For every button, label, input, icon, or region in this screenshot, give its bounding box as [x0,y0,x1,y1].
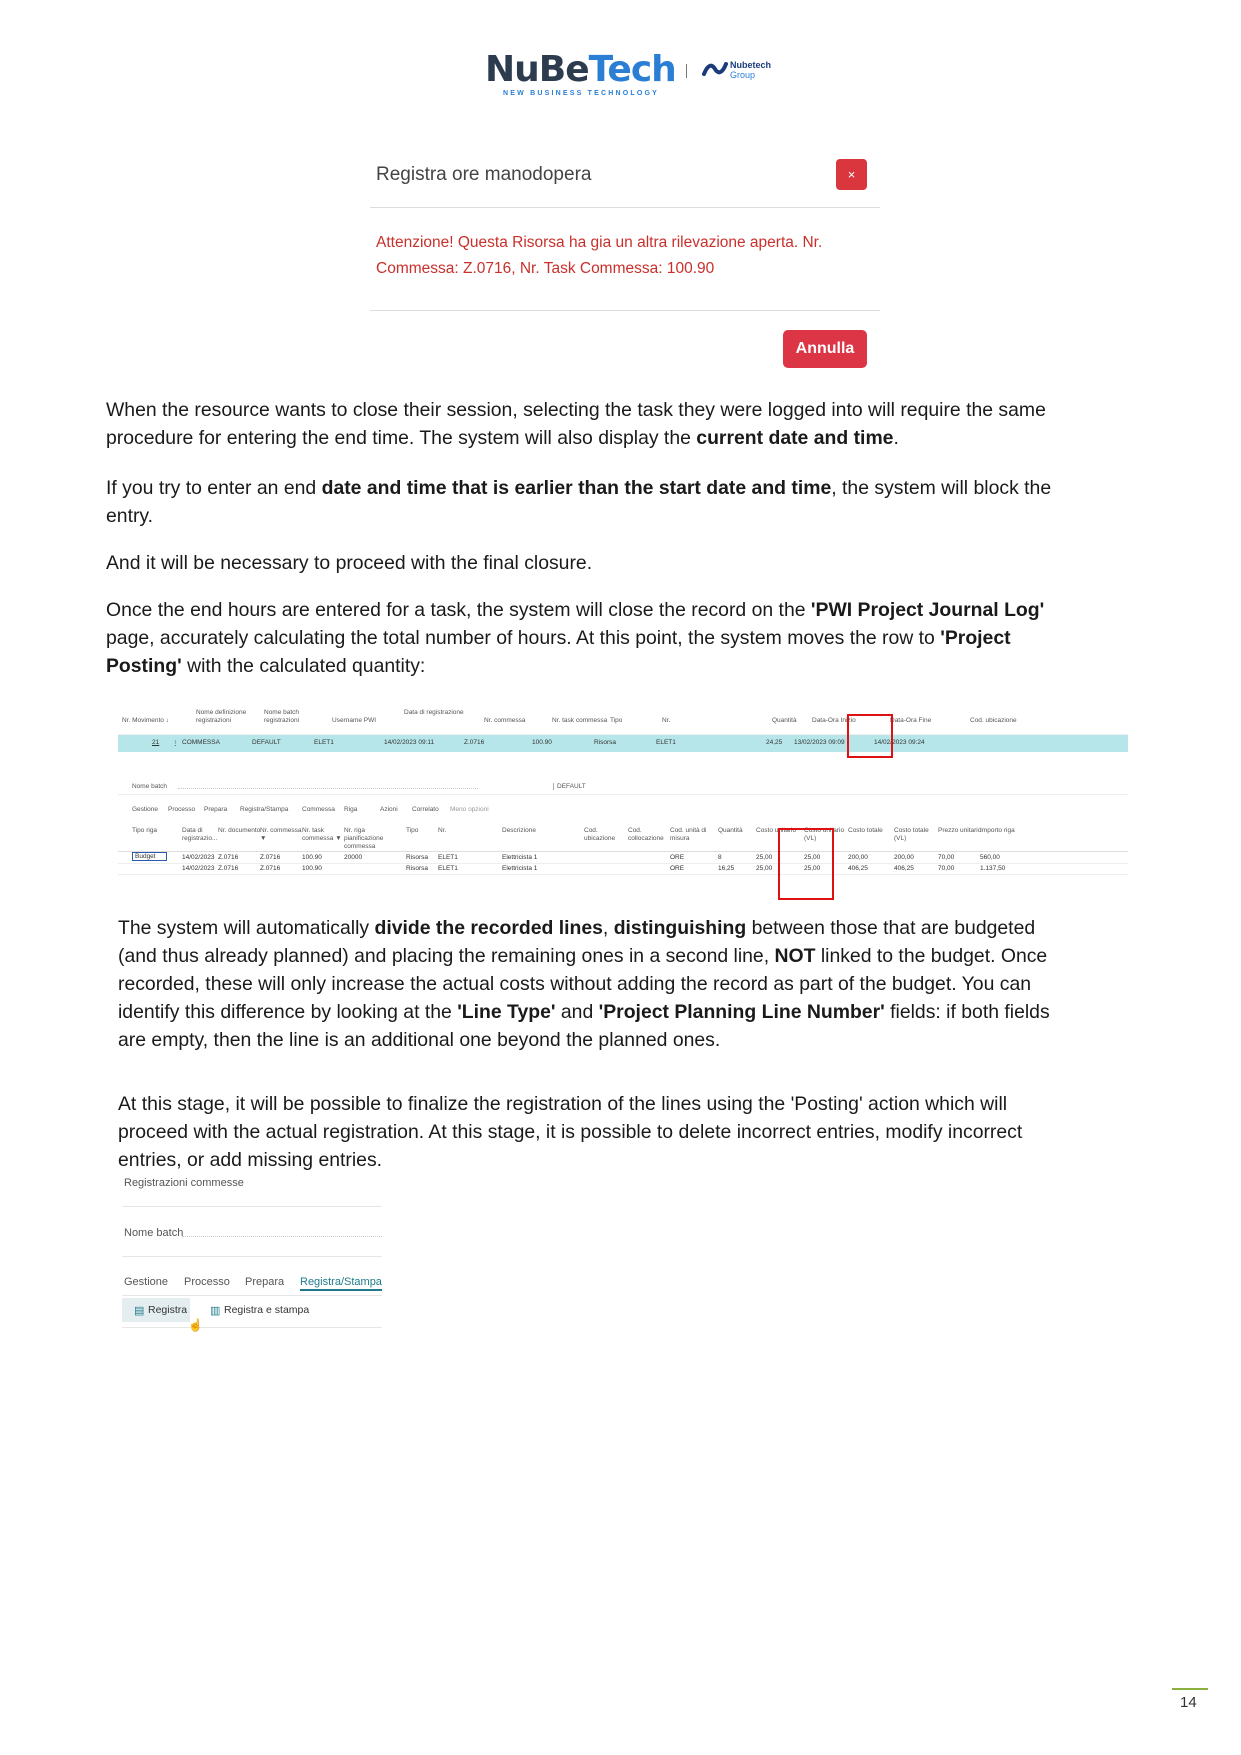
nubetech-group-logo [702,60,792,80]
page-number: 14 [1180,1694,1197,1711]
divider [370,207,880,208]
posting-menu-item[interactable]: Riga [344,806,358,813]
posting-cell: 20000 [344,854,363,861]
line-type-select[interactable]: Budget [132,852,167,861]
log-cell[interactable]: 21 [152,739,160,746]
batch-row [118,780,1128,795]
posting-cell: 70,00 [938,854,955,861]
post-icon: ▤ [134,1305,145,1317]
journal-screenshot [118,700,1128,890]
posting-header-cell[interactable]: Nr. task commessa ▼ [302,827,342,842]
dialog-warning [376,230,876,282]
warning-line-1: Attenzione! Questa Risorsa ha gia un altra rilevazione aperta. Nr. [376,234,823,251]
footer-rule [1172,1688,1208,1690]
posting-cell: 560,00 [980,854,1000,861]
log-header-cell[interactable]: Nome definizione registrazioni [196,709,247,724]
posting-cell: 25,00 [804,865,821,872]
posting-cell: 1.137,50 [980,865,1006,872]
logo-text-a: NuBe [485,49,589,90]
posting-cell: ORE [670,854,685,861]
posting-header-cell[interactable]: Costo unitario [756,827,797,834]
posting-cell: Z.0716 [218,854,239,861]
posting-row[interactable] [118,863,1128,875]
tab-processo[interactable]: Processo [184,1276,230,1288]
posting-header-cell[interactable]: Prezzo unitario [938,827,982,834]
batch-input[interactable]: DEFAULT [553,783,586,790]
log-header-cell[interactable]: Data di registrazione [404,709,464,716]
log-header-cell[interactable]: Nr. task commessa [552,717,608,724]
posting-cell: 16,25 [718,865,735,872]
posting-header-cell[interactable]: Nr. documento [218,827,261,834]
posting-header-cell[interactable]: Nr. riga pianificazione commessa [344,827,384,850]
posting-cell: 406,25 [894,865,914,872]
tab-prepara[interactable]: Prepara [245,1276,285,1288]
quantity-highlight [847,714,893,758]
posting-header-cell[interactable]: Cod. unità di misura [670,827,707,842]
posting-header-cell[interactable]: Costo unitario (VL) [804,827,845,842]
log-header-row [118,708,1128,735]
text-line: entries, or add missing entries. [118,1149,383,1171]
posting-cell: 8 [718,854,722,861]
tab-registra-stampa[interactable]: Registra/Stampa [300,1276,382,1291]
posting-cell: 25,00 [756,854,773,861]
log-header-cell[interactable]: Nr. Movimento ↓ [122,717,169,724]
log-cell: ELET1 [314,739,334,746]
registrations-title: Registrazioni commesse [124,1177,244,1189]
posting-menu-item[interactable]: Processo [168,806,196,813]
posting-cell: 25,00 [756,865,773,872]
quantity-highlight [778,828,834,900]
posting-cell: ELET1 [438,854,458,861]
logo-tagline: NEW BUSINESS TECHNOLOGY [503,90,659,97]
posting-cell: Z.0716 [260,854,281,861]
batch-label: Nome batch [124,1227,184,1239]
text-line: page, accurately calculating the total number of hours. At this point, the system moves the row to 'Project [106,627,1011,649]
text-line: entry. [106,505,154,527]
warning-line-2: Commessa: Z.0716, Nr. Task Commessa: 100.90 [376,260,715,277]
logo-separator [686,64,687,78]
posting-cell: 14/02/2023 [182,865,215,872]
log-header-cell[interactable]: Nome batch registrazioni [264,709,300,724]
paragraph-1 [106,396,1046,452]
posting-header-cell[interactable]: Tipo riga [132,827,158,834]
log-cell: ⋮ [172,740,179,747]
log-cell: 14/02/2023 09:11 [384,739,435,746]
registrations-screenshot [120,1174,384,1334]
posting-cell: 25,00 [804,854,821,861]
text-line: Posting' with the calculated quantity: [106,655,426,677]
posting-cell: 406,25 [848,865,868,872]
posting-menu-item[interactable]: Prepara [204,806,228,813]
log-header-cell[interactable]: Tipo [610,717,623,724]
posting-header-cell[interactable]: Costo totale (VL) [894,827,929,842]
posting-menu-item[interactable]: Registra/Stampa [240,806,289,813]
posting-header-cell[interactable]: Cod. collocazione [628,827,664,842]
posting-menu-item[interactable]: Commessa [302,806,335,813]
posting-rows [118,852,1128,876]
posting-cell: Risorsa [406,865,429,872]
log-header-cell[interactable]: Cod. ubicazione [970,717,1017,724]
posting-header-cell[interactable]: Importo riga [980,827,1015,834]
posting-header-cell[interactable]: Quantità [718,827,743,834]
log-data-row[interactable] [118,735,1128,752]
posting-cell: 100.90 [302,865,322,872]
text-line: At this stage, it will be possible to finalize the registration of the lines using the 'Posting' action which will [118,1093,1008,1115]
batch-input[interactable] [182,1236,382,1237]
log-cell: 100.90 [532,739,552,746]
log-header-cell[interactable]: Quantità [772,717,797,724]
log-header-cell[interactable]: Data-Ora Inizio [812,717,856,724]
registra-stampa-button[interactable]: Registra e stampa [224,1304,310,1316]
posting-menu-item[interactable]: Azioni [380,806,398,813]
text-line: Once the end hours are entered for a task, the system will close the record on the 'PWI Project Journal Log' [106,599,1045,621]
posting-cell: Risorsa [406,854,429,861]
logo-text-b: Tech [588,49,676,90]
log-cell: 14/02/2023 09:24 [874,739,925,746]
posting-cell: Z.0716 [260,865,281,872]
posting-menu-item[interactable]: Correlato [412,806,439,813]
text-line: The system will automatically divide the recorded lines, distinguishing between those that are budgeted [118,917,1036,939]
log-header-cell[interactable]: Nr. [662,717,671,724]
posting-cell: 200,00 [848,854,868,861]
text-line: recorded, these will only increase the actual costs without adding the record as part of the budget. You can [118,973,1032,995]
text-line: procedure for entering the end time. The system will also display the current date and time. [106,427,899,449]
posting-cell: 100.90 [302,854,322,861]
dialog-title: Registra ore manodopera [376,164,592,185]
cancel-button[interactable]: Annulla [783,330,867,368]
log-cell: 24,25 [766,739,783,746]
posting-menu [118,804,1128,818]
tab-gestione[interactable]: Gestione [124,1276,169,1288]
log-cell: DEFAULT [252,739,281,746]
group-name: Nubetech [730,60,772,70]
paragraph-3: And it will be necessary to proceed with the final closure. [106,552,593,574]
posting-header-cell[interactable]: Descrizione [502,827,536,834]
posting-cell: 14/02/2023 [182,854,215,861]
text-line: If you try to enter an end date and time that is earlier than the start date and time, the system will block the [106,477,1052,499]
posting-header-cell[interactable]: Cod. ubicazione [584,827,616,842]
posting-header-cell[interactable]: Nr. [438,827,447,834]
posting-header-row [118,825,1128,852]
registra-button[interactable]: ▤ Registra [122,1298,190,1322]
dialog-close-button[interactable]: × [836,159,867,190]
log-header-cell[interactable]: Username PWI [332,717,377,724]
posting-cell: Z.0716 [218,865,239,872]
log-cell: ELET1 [656,739,676,746]
log-cell: Z.0716 [464,739,485,746]
posting-cell: ORE [670,865,685,872]
posting-header-cell[interactable]: Data di registrazio... [182,827,218,842]
paragraph-6 [118,1090,1022,1174]
posting-cell: 200,00 [894,854,914,861]
log-header-cell[interactable]: Data-Ora Fine [890,717,932,724]
paragraph-4 [106,596,1044,680]
text-line: are empty, then the line is an additional one beyond the planned ones. [118,1029,721,1051]
posting-cell: Elettricista 1 [502,854,538,861]
text-line: When the resource wants to close their session, selecting the task they were logged into will require the same [106,399,1046,421]
posting-menu-item[interactable]: Gestione [132,806,159,813]
posting-header-cell[interactable]: Tipo [406,827,419,834]
cursor-hand-icon: ☝ [188,1318,203,1332]
paragraph-2 [106,474,1051,530]
text-line: proceed with the actual registration. At this stage, it is possible to delete incorrect entries, modify incorrect [118,1121,1023,1143]
posting-cell: ELET1 [438,865,458,872]
group-mark-icon [702,62,728,76]
posting-header-cell[interactable]: Costo totale [848,827,883,834]
log-cell: COMMESSA [182,739,220,746]
posting-header-cell[interactable]: Nr. commessa ▼ [260,827,302,842]
log-header-cell[interactable]: Nr. commessa [484,717,526,724]
posting-menu-item[interactable]: Meno opzioni [450,806,489,813]
posting-cell: Elettricista 1 [502,865,538,872]
text-line: (and thus already planned) and placing the remaining ones in a second line, NOT linked to the budget. Once [118,945,1048,967]
log-cell: 13/02/2023 09:09 [794,739,845,746]
print-icon: ▥ [210,1305,221,1317]
paragraph-5 [118,914,1050,1054]
text-line: identify this difference by looking at the 'Line Type' and 'Project Planning Line Number' fields: if both fields [118,1001,1050,1023]
posting-cell: 70,00 [938,865,955,872]
divider [370,310,880,311]
group-sub: Group [730,70,756,80]
batch-label: Nome batch [132,783,168,790]
log-cell: Risorsa [594,739,617,746]
